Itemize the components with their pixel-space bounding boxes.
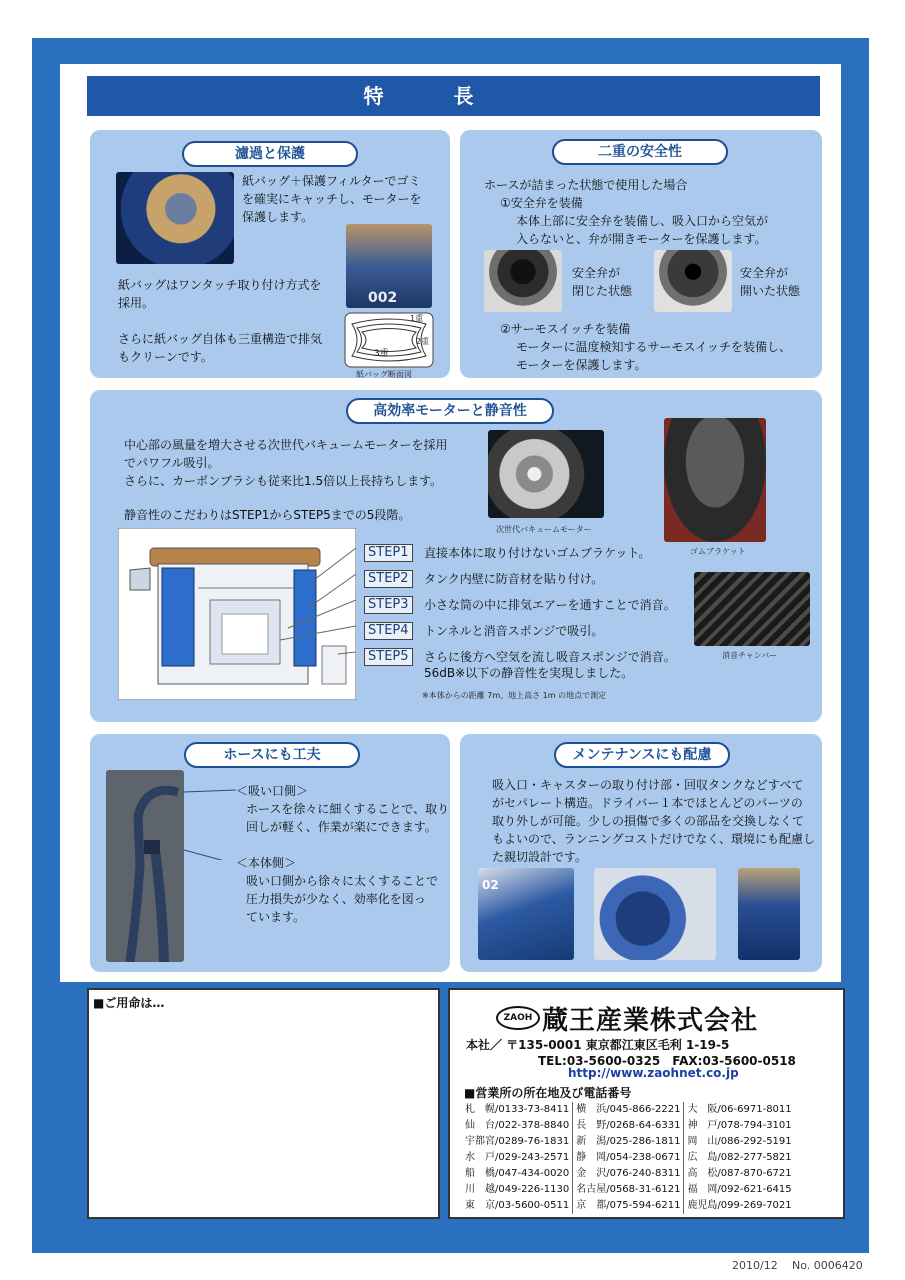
- office-cell: 神 戸/078-794-3101: [684, 1118, 795, 1134]
- filter-text-2: 紙バッグはワンタッチ取り付け方式を 採用。: [118, 278, 322, 310]
- step3-text: 小さな筒の中に排気エアーを通すことで消音。: [424, 598, 676, 612]
- step2-text: タンク内壁に防音材を貼り付け。: [424, 572, 604, 586]
- step4-label: STEP4: [364, 622, 413, 640]
- step1-text: 直接本体に取り付けないゴムブラケット。: [424, 546, 651, 560]
- step3-label: STEP3: [364, 596, 413, 614]
- office-cell: 福 岡/092-621-6415: [684, 1182, 795, 1198]
- tank-part-photo: [738, 868, 800, 960]
- vacuum-motor-photo: [488, 430, 604, 518]
- company-url[interactable]: http://www.zaohnet.co.jp: [568, 1066, 739, 1080]
- office-cell: 鹿児島/099-269-7021: [684, 1198, 795, 1214]
- office-cell: 川 越/049-226-1130: [465, 1184, 570, 1195]
- office-cell: 京 都/075-594-6211: [573, 1198, 684, 1214]
- maintenance-title: メンテナンスにも配慮: [554, 742, 730, 768]
- office-row: [462, 1166, 795, 1182]
- measurement-note: ※本体からの距離 7m、地上高さ 1m の地点で測定: [422, 691, 607, 700]
- office-cell: 水 戸/029-243-2571: [465, 1152, 570, 1163]
- motor-text-1: 中心部の風量を増大させる次世代バキュームモーターを採用 でパワフル吸引。 さらに、カーボンブラシも従来比1.5倍以上長持ちします。: [124, 438, 448, 488]
- caster-part-photo: [594, 868, 716, 960]
- safety-item2-text: モーターに温度検知するサーモスイッチを装備し、 モーターを保護します。: [516, 340, 792, 372]
- bag-diagram-caption: 紙バッグ断面図: [356, 370, 412, 379]
- company-name: 蔵王産業株式会社: [542, 1006, 759, 1036]
- office-row: [462, 1182, 795, 1198]
- office-row: [462, 1198, 795, 1214]
- company-logo: ZAOH: [496, 1006, 540, 1030]
- offices-table: [462, 1102, 795, 1214]
- step1-label: STEP1: [364, 544, 413, 562]
- vacuum-motor-caption: 次世代バキュームモーター: [496, 525, 592, 534]
- office-cell: 広 島/082-277-5821: [684, 1150, 795, 1166]
- hose-suction-text: ホースを徐々に細くすることで、取り 回しが軽く、作業が楽にできます。: [246, 802, 450, 834]
- office-row: [462, 1150, 795, 1166]
- office-cell: 岡 山/086-292-5191: [684, 1134, 795, 1150]
- hose-illustration: [106, 770, 184, 962]
- safety-item1-title: ①安全弁を装備: [500, 196, 583, 210]
- layer-label-2: 2重: [416, 337, 430, 346]
- order-box: [87, 988, 440, 1219]
- inlet-photo-number: 02: [482, 878, 499, 892]
- hose-photo: [106, 770, 184, 962]
- step4-text: トンネルと消音スポンジで吸引。: [424, 624, 604, 638]
- footer-date: 2010/12: [732, 1259, 778, 1272]
- office-row: [462, 1134, 795, 1150]
- section-header: 特長: [87, 76, 820, 116]
- silencer-chamber-caption: 消音チャンバー: [722, 651, 778, 660]
- filter-text-1: 紙バッグ＋保護フィルターでゴミ を確実にキャッチし、モーターを 保護します。: [242, 174, 422, 224]
- silencer-chamber-photo: [694, 572, 810, 646]
- hose-suction-title: ＜吸い口側＞: [236, 784, 309, 798]
- office-cell: 名古屋/0568-31-6121: [573, 1182, 684, 1198]
- footer-number: No. 0006420: [792, 1259, 863, 1272]
- filter-text-3: さらに紙バッグ自体も三重構造で排気 もクリーンです。: [118, 332, 323, 364]
- office-cell: 長 野/0268-64-6331: [573, 1118, 684, 1134]
- office-row: [462, 1102, 795, 1118]
- office-cell: 横 浜/045-866-2221: [573, 1102, 684, 1118]
- filter-title: 濾過と保護: [182, 141, 358, 167]
- office-cell: 仙 台/022-378-8840: [465, 1120, 570, 1131]
- hose-body-title: ＜本体側＞: [236, 856, 297, 870]
- hose-pointer-lines: [180, 780, 240, 860]
- safety-title: 二重の安全性: [552, 139, 728, 165]
- office-cell: 新 潟/025-286-1811: [573, 1134, 684, 1150]
- office-cell: 東 京/03-5600-0511: [465, 1200, 570, 1211]
- motor-text-2: 静音性のこだわりはSTEP1からSTEP5までの5段階。: [124, 508, 411, 522]
- valve-closed-label: 安全弁が 閉じた状態: [572, 266, 633, 298]
- offices-title: ■営業所の所在地及び電話番号: [464, 1086, 632, 1100]
- rubber-bracket-caption: ゴムブラケット: [690, 547, 746, 556]
- maintenance-text: 吸入口・キャスターの取り付け部・回収タンクなどすべて がセパレート構造。ドライバー１本でほとんどのパーツの 取り外しが可能。少しの損傷で多くの部品を交換しなくて もよいので、ランニングコストだけでなく、環境にも配慮し た親切設計です。: [492, 778, 816, 864]
- step5-text: さらに後方へ空気を流し吸音スポンジで消音。 56dB※以下の静音性を実現しました。: [424, 650, 676, 680]
- noise-reduction-diagram: [118, 528, 356, 700]
- office-cell: 大 阪/06-6971-8011: [684, 1102, 795, 1118]
- office-cell: 船 橋/047-434-0020: [465, 1168, 570, 1179]
- safety-item1-text: 本体上部に安全弁を装備し、吸入口から空気が 入らないと、弁が開きモーターを保護します。: [516, 214, 769, 246]
- office-cell: 静 岡/054-238-0671: [573, 1150, 684, 1166]
- office-cell: 金 沢/076-240-8311: [573, 1166, 684, 1182]
- layer-label-1: 1重: [410, 314, 424, 323]
- valve-closed-photo: [484, 250, 562, 312]
- safety-intro: ホースが詰まった状態で使用した場合: [484, 178, 688, 192]
- office-cell: 宇都宮/0289-76-1831: [465, 1136, 570, 1147]
- valve-open-label: 安全弁が 開いた状態: [740, 266, 801, 298]
- hose-body-text: 吸い口側から徐々に太くすることで 圧力損失が少なく、効率化を図っ ています。: [246, 874, 439, 924]
- company-address: 本社／ 〒135-0001 東京都江東区毛利 1-19-5: [466, 1038, 730, 1052]
- paper-bag-photo: [116, 172, 234, 264]
- office-cell: 高 松/087-870-6721: [684, 1166, 795, 1182]
- layer-label-3: 3重: [374, 349, 389, 359]
- valve-open-photo: [654, 250, 732, 312]
- hose-title: ホースにも工夫: [184, 742, 360, 768]
- bag-photo-number: 002: [368, 290, 398, 306]
- motor-title: 高効率モーターと静音性: [346, 398, 554, 424]
- office-cell: 札 幌/0133-73-8411: [465, 1104, 570, 1115]
- step5-label: STEP5: [364, 648, 413, 666]
- office-row: [462, 1118, 795, 1134]
- safety-item2-title: ②サーモスイッチを装備: [500, 322, 631, 336]
- company-phone: TEL:03-5600-0325 FAX:03-5600-0518: [538, 1054, 796, 1068]
- rubber-bracket-photo: [664, 418, 766, 542]
- step2-label: STEP2: [364, 570, 413, 588]
- order-label: ■ご用命は…: [93, 996, 165, 1010]
